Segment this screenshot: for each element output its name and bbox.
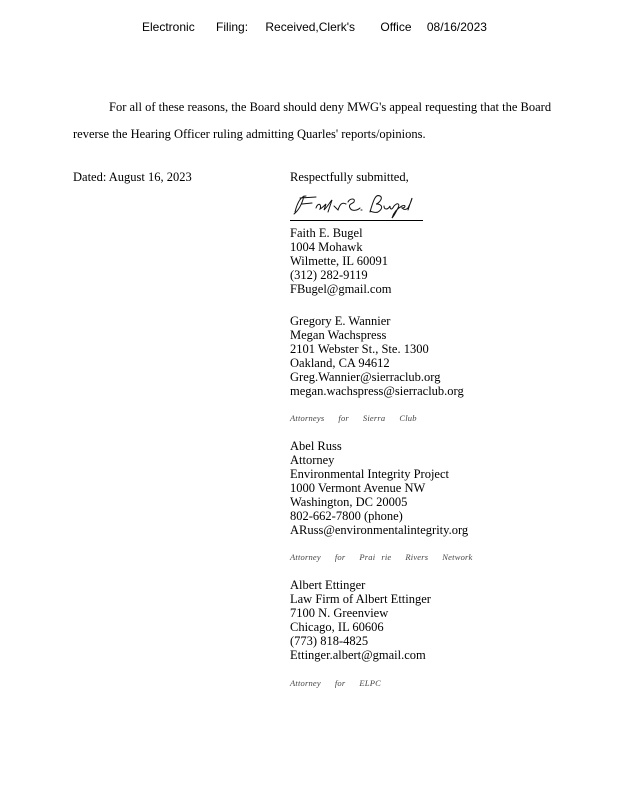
handwritten-signature [290, 190, 425, 220]
signer-line: Faith E. Bugel [290, 226, 363, 240]
signer-line: Law Firm of Albert Ettinger [290, 592, 431, 606]
header-office: Office [380, 20, 412, 34]
role-prairie-rivers: Attorney for Prai rie Rivers Network [290, 552, 473, 562]
signer-block-ettinger [290, 578, 431, 662]
signer-email: ARuss@environmentalintegrity.org [290, 523, 469, 537]
signer-block-bugel [290, 226, 391, 296]
signer-line: 802-662-7800 (phone) [290, 509, 403, 523]
role-elpc: Attorney for ELPC [290, 678, 381, 688]
header-electronic: Electronic [142, 20, 195, 34]
signer-line: 2101 Webster St., Ste. 1300 [290, 342, 429, 356]
signer-email: megan.wachspress@sierraclub.org [290, 384, 464, 398]
signer-line: Gregory E. Wannier [290, 314, 391, 328]
dated-line: Dated: August 16, 2023 [73, 170, 192, 184]
signer-line: 1000 Vermont Avenue NW [290, 481, 426, 495]
signer-line: Abel Russ [290, 439, 342, 453]
signer-line: Wilmette, IL 60091 [290, 254, 388, 268]
signer-line: Megan Wachspress [290, 328, 387, 342]
body-line-1: For all of these reasons, the Board should deny MWG's appeal requesting that the Board [109, 100, 552, 114]
closing-line: Respectfully submitted, [290, 170, 409, 184]
signer-block-eip [290, 439, 468, 537]
signer-line: Environmental Integrity Project [290, 467, 449, 481]
body-line-2: reverse the Hearing Officer ruling admitting Quarles' reports/opinions. [73, 127, 426, 141]
signer-line: Washington, DC 20005 [290, 495, 408, 509]
signer-line: Albert Ettinger [290, 578, 366, 592]
signer-line: Chicago, IL 60606 [290, 620, 384, 634]
signer-line: 1004 Mohawk [290, 240, 363, 254]
signer-email: FBugel@gmail.com [290, 282, 392, 296]
signature-line [290, 220, 423, 221]
signer-email: Greg.Wannier@sierraclub.org [290, 370, 441, 384]
signer-line: (312) 282-9119 [290, 268, 368, 282]
role-sierra-club: Attorneys for Sierra Club [290, 413, 417, 423]
signer-email: Ettinger.albert@gmail.com [290, 648, 426, 662]
filing-stamp-header [142, 20, 602, 34]
header-filing: Filing: [216, 20, 249, 34]
signer-line: (773) 818-4825 [290, 634, 369, 648]
signer-block-sierra-club [290, 314, 464, 398]
signer-line: 7100 N. Greenview [290, 606, 389, 620]
signer-line: Oakland, CA 94612 [290, 356, 390, 370]
header-date: 08/16/2023 [426, 20, 487, 34]
signer-line: Attorney [290, 453, 335, 467]
header-received: Received,Clerk's [265, 20, 356, 34]
